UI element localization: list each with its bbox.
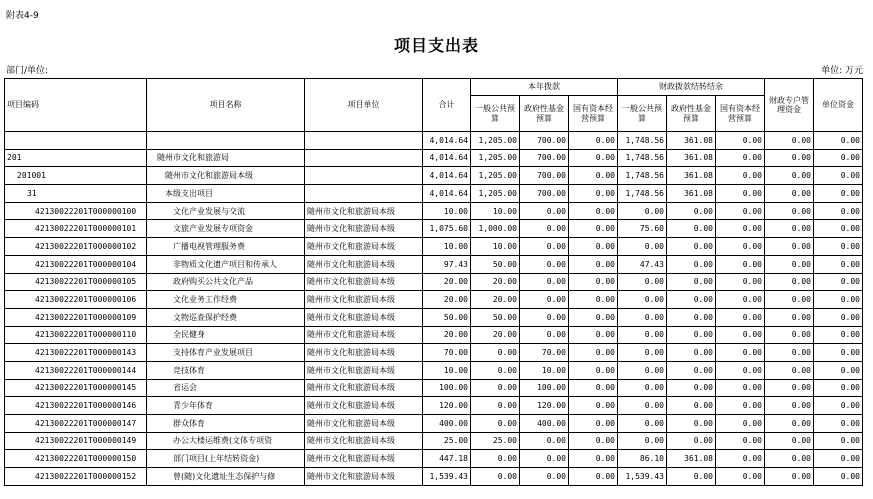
table-row (5, 149, 863, 167)
cell-name: 竞技体育 (147, 361, 305, 379)
cell-unit: 随州市文化和旅游局本级 (305, 468, 423, 486)
cell-unit: 随州市文化和旅游局本级 (305, 255, 423, 273)
cell-g2: 0.00 (618, 432, 667, 450)
cell-g1: 1,205.00 (471, 185, 520, 203)
cell-code: 42130022201T000000101 (5, 220, 147, 238)
cell-total: 20.00 (423, 291, 471, 309)
cell-total: 50.00 (423, 308, 471, 326)
cell-f1: 70.00 (520, 344, 569, 362)
cell-name: 文旅产业发展专项资金 (147, 220, 305, 238)
cell-s1: 0.00 (569, 167, 618, 185)
cell-f2: 0.00 (667, 397, 716, 415)
cell-s2: 0.00 (716, 361, 765, 379)
cell-s2: 0.00 (716, 273, 765, 291)
cell-unit: 随州市文化和旅游局本级 (305, 450, 423, 468)
cell-sp: 0.00 (765, 326, 814, 344)
cell-unit: 随州市文化和旅游局本级 (305, 308, 423, 326)
cell-code: 201001 (5, 167, 147, 185)
cell-s1: 0.00 (569, 149, 618, 167)
cell-g2: 0.00 (618, 397, 667, 415)
table-row (5, 415, 863, 433)
cell-own: 0.00 (814, 132, 863, 150)
cell-own: 0.00 (814, 255, 863, 273)
cell-s1: 0.00 (569, 255, 618, 273)
cell-sp: 0.00 (765, 238, 814, 256)
cell-sp: 0.00 (765, 468, 814, 486)
cell-name: 全民健身 (147, 326, 305, 344)
cell-s2: 0.00 (716, 379, 765, 397)
cell-own: 0.00 (814, 220, 863, 238)
cell-f2: 0.00 (667, 432, 716, 450)
cell-unit: 随州市文化和旅游局本级 (305, 238, 423, 256)
cell-own: 0.00 (814, 291, 863, 309)
cell-f2: 0.00 (667, 344, 716, 362)
cell-s1: 0.00 (569, 238, 618, 256)
cell-g1: 20.00 (471, 291, 520, 309)
cell-f1: 0.00 (520, 238, 569, 256)
cell-unit (305, 167, 423, 185)
cell-s1: 0.00 (569, 326, 618, 344)
cell-f1: 100.00 (520, 379, 569, 397)
cell-f2: 0.00 (667, 326, 716, 344)
table-body (5, 132, 863, 486)
cell-g2: 0.00 (618, 379, 667, 397)
cell-f1: 400.00 (520, 415, 569, 433)
header-group-current: 本年拨款 (471, 79, 618, 96)
cell-unit (305, 149, 423, 167)
page-title: 项目支出表 (393, 36, 479, 55)
cell-g1: 50.00 (471, 255, 520, 273)
header-state-current: 国有资本经营预算 (569, 96, 618, 132)
cell-unit: 随州市文化和旅游局本级 (305, 397, 423, 415)
table-row (5, 167, 863, 185)
cell-s2: 0.00 (716, 255, 765, 273)
cell-g2: 0.00 (618, 415, 667, 433)
cell-own: 0.00 (814, 450, 863, 468)
cell-code: 42130022201T000000146 (5, 397, 147, 415)
cell-g2: 0.00 (618, 238, 667, 256)
cell-name: 广播电视管理服务费 (147, 238, 305, 256)
table-row (5, 361, 863, 379)
cell-f2: 0.00 (667, 273, 716, 291)
cell-s2: 0.00 (716, 432, 765, 450)
header-name: 项目名称 (147, 79, 305, 132)
cell-f1: 0.00 (520, 326, 569, 344)
cell-s1: 0.00 (569, 202, 618, 220)
cell-name: 文物巡查保护经费 (147, 308, 305, 326)
cell-total: 1,539.43 (423, 468, 471, 486)
cell-f1: 0.00 (520, 432, 569, 450)
cell-f1: 0.00 (520, 308, 569, 326)
cell-g2: 0.00 (618, 361, 667, 379)
cell-code: 42130022201T000000109 (5, 308, 147, 326)
cell-code: 31 (5, 185, 147, 203)
cell-code: 42130022201T000000143 (5, 344, 147, 362)
cell-s2: 0.00 (716, 185, 765, 203)
cell-unit: 随州市文化和旅游局本级 (305, 202, 423, 220)
header-code: 项目编码 (5, 79, 147, 132)
cell-total: 4,014.64 (423, 167, 471, 185)
cell-name (147, 132, 305, 150)
cell-s1: 0.00 (569, 379, 618, 397)
cell-g1: 10.00 (471, 202, 520, 220)
cell-name: 省运会 (147, 379, 305, 397)
cell-sp: 0.00 (765, 273, 814, 291)
cell-code: 42130022201T000000147 (5, 415, 147, 433)
cell-sp: 0.00 (765, 149, 814, 167)
cell-f2: 361.08 (667, 149, 716, 167)
cell-s2: 0.00 (716, 291, 765, 309)
cell-name: 支持体育产业发展项目 (147, 344, 305, 362)
cell-code: 42130022201T000000105 (5, 273, 147, 291)
cell-name: 随州市文化和旅游局 (147, 149, 305, 167)
cell-s1: 0.00 (569, 397, 618, 415)
cell-total: 70.00 (423, 344, 471, 362)
cell-s1: 0.00 (569, 468, 618, 486)
cell-f1: 0.00 (520, 255, 569, 273)
cell-total: 4,014.64 (423, 185, 471, 203)
cell-total: 10.00 (423, 238, 471, 256)
cell-f1: 0.00 (520, 202, 569, 220)
cell-total: 447.18 (423, 450, 471, 468)
cell-unit: 随州市文化和旅游局本级 (305, 432, 423, 450)
cell-s2: 0.00 (716, 308, 765, 326)
cell-own: 0.00 (814, 415, 863, 433)
cell-own: 0.00 (814, 308, 863, 326)
cell-own: 0.00 (814, 361, 863, 379)
cell-name: 曾(随)文化遗址生态保护与修 (147, 468, 305, 486)
cell-f1: 700.00 (520, 132, 569, 150)
cell-s2: 0.00 (716, 149, 765, 167)
cell-sp: 0.00 (765, 132, 814, 150)
cell-sp: 0.00 (765, 432, 814, 450)
cell-g2: 47.43 (618, 255, 667, 273)
table-row (5, 291, 863, 309)
table-row (5, 238, 863, 256)
cell-name: 办公大楼运维费(文体专项资 (147, 432, 305, 450)
table-row (5, 326, 863, 344)
cell-g1: 0.00 (471, 379, 520, 397)
cell-sp: 0.00 (765, 202, 814, 220)
cell-f2: 0.00 (667, 361, 716, 379)
cell-g1: 0.00 (471, 450, 520, 468)
cell-sp: 0.00 (765, 344, 814, 362)
cell-own: 0.00 (814, 149, 863, 167)
cell-code: 42130022201T000000144 (5, 361, 147, 379)
cell-total: 4,014.64 (423, 132, 471, 150)
cell-g1: 0.00 (471, 361, 520, 379)
header-own: 单位资金 (814, 79, 863, 132)
header-state-carryover: 国有资本经营预算 (716, 96, 765, 132)
cell-own: 0.00 (814, 468, 863, 486)
cell-s1: 0.00 (569, 450, 618, 468)
cell-name: 青少年体育 (147, 397, 305, 415)
cell-own: 0.00 (814, 379, 863, 397)
cell-sp: 0.00 (765, 415, 814, 433)
cell-f1: 10.00 (520, 361, 569, 379)
table-row (5, 379, 863, 397)
cell-s2: 0.00 (716, 167, 765, 185)
cell-s1: 0.00 (569, 432, 618, 450)
cell-g2: 0.00 (618, 291, 667, 309)
cell-s1: 0.00 (569, 291, 618, 309)
cell-sp: 0.00 (765, 220, 814, 238)
table-row (5, 255, 863, 273)
header-fund-carryover: 政府性基金预算 (667, 96, 716, 132)
cell-f2: 361.08 (667, 185, 716, 203)
cell-s2: 0.00 (716, 450, 765, 468)
cell-total: 100.00 (423, 379, 471, 397)
table-row (5, 132, 863, 150)
cell-sp: 0.00 (765, 450, 814, 468)
cell-s2: 0.00 (716, 468, 765, 486)
cell-total: 400.00 (423, 415, 471, 433)
header-total: 合计 (423, 79, 471, 132)
cell-g2: 0.00 (618, 308, 667, 326)
cell-g2: 86.10 (618, 450, 667, 468)
cell-own: 0.00 (814, 344, 863, 362)
cell-code: 42130022201T000000145 (5, 379, 147, 397)
cell-own: 0.00 (814, 273, 863, 291)
table-row (5, 308, 863, 326)
unit-label: 单位: 万元 (821, 66, 863, 76)
cell-sp: 0.00 (765, 397, 814, 415)
header-unit: 项目单位 (305, 79, 423, 132)
cell-g2: 0.00 (618, 273, 667, 291)
cell-f2: 0.00 (667, 415, 716, 433)
cell-s1: 0.00 (569, 415, 618, 433)
cell-s2: 0.00 (716, 415, 765, 433)
cell-s1: 0.00 (569, 185, 618, 203)
cell-code: 42130022201T000000110 (5, 326, 147, 344)
cell-s1: 0.00 (569, 361, 618, 379)
project-expenditure-table (4, 78, 863, 486)
cell-g1: 0.00 (471, 344, 520, 362)
cell-unit: 随州市文化和旅游局本级 (305, 326, 423, 344)
cell-f2: 0.00 (667, 308, 716, 326)
cell-sp: 0.00 (765, 361, 814, 379)
table-row (5, 344, 863, 362)
header-fund-current: 政府性基金预算 (520, 96, 569, 132)
cell-f2: 0.00 (667, 255, 716, 273)
cell-total: 20.00 (423, 273, 471, 291)
cell-s1: 0.00 (569, 132, 618, 150)
cell-f2: 0.00 (667, 379, 716, 397)
cell-name: 文化产业发展与交流 (147, 202, 305, 220)
cell-unit (305, 185, 423, 203)
cell-s1: 0.00 (569, 273, 618, 291)
cell-g1: 50.00 (471, 308, 520, 326)
cell-code: 42130022201T000000106 (5, 291, 147, 309)
cell-code: 42130022201T000000100 (5, 202, 147, 220)
cell-total: 10.00 (423, 361, 471, 379)
cell-sp: 0.00 (765, 308, 814, 326)
cell-sp: 0.00 (765, 167, 814, 185)
cell-g1: 10.00 (471, 238, 520, 256)
cell-code: 42130022201T000000104 (5, 255, 147, 273)
cell-name: 政府购买公共文化产品 (147, 273, 305, 291)
cell-g1: 1,205.00 (471, 149, 520, 167)
cell-sp: 0.00 (765, 379, 814, 397)
cell-g2: 1,748.56 (618, 185, 667, 203)
cell-s1: 0.00 (569, 308, 618, 326)
cell-f1: 0.00 (520, 291, 569, 309)
cell-total: 1,075.60 (423, 220, 471, 238)
cell-own: 0.00 (814, 167, 863, 185)
cell-s2: 0.00 (716, 132, 765, 150)
cell-code: 42130022201T000000102 (5, 238, 147, 256)
cell-f2: 0.00 (667, 468, 716, 486)
cell-g2: 1,748.56 (618, 132, 667, 150)
cell-g1: 25.00 (471, 432, 520, 450)
cell-f2: 0.00 (667, 238, 716, 256)
cell-f1: 700.00 (520, 167, 569, 185)
cell-unit: 随州市文化和旅游局本级 (305, 361, 423, 379)
cell-g2: 1,748.56 (618, 167, 667, 185)
cell-code: 42130022201T000000150 (5, 450, 147, 468)
cell-total: 10.00 (423, 202, 471, 220)
cell-code (5, 132, 147, 150)
cell-code: 201 (5, 149, 147, 167)
cell-g2: 0.00 (618, 326, 667, 344)
cell-g1: 1,000.00 (471, 220, 520, 238)
table-row (5, 220, 863, 238)
cell-g2: 75.60 (618, 220, 667, 238)
cell-f1: 700.00 (520, 185, 569, 203)
cell-s2: 0.00 (716, 202, 765, 220)
cell-code: 42130022201T000000149 (5, 432, 147, 450)
cell-own: 0.00 (814, 238, 863, 256)
cell-name: 文化业务工作经费 (147, 291, 305, 309)
header-group-carryover: 财政拨款结转结余 (618, 79, 765, 96)
cell-g1: 0.00 (471, 468, 520, 486)
cell-own: 0.00 (814, 185, 863, 203)
cell-own: 0.00 (814, 326, 863, 344)
cell-name: 随州市文化和旅游局本级 (147, 167, 305, 185)
cell-name: 本级支出项目 (147, 185, 305, 203)
cell-g1: 0.00 (471, 415, 520, 433)
cell-name: 部门项目(上年结转资金) (147, 450, 305, 468)
cell-g1: 20.00 (471, 326, 520, 344)
cell-f1: 0.00 (520, 450, 569, 468)
cell-unit: 随州市文化和旅游局本级 (305, 273, 423, 291)
cell-sp: 0.00 (765, 185, 814, 203)
cell-unit (305, 132, 423, 150)
cell-f1: 120.00 (520, 397, 569, 415)
cell-total: 4,014.64 (423, 149, 471, 167)
cell-s1: 0.00 (569, 344, 618, 362)
cell-f2: 361.08 (667, 167, 716, 185)
table-row (5, 432, 863, 450)
cell-total: 25.00 (423, 432, 471, 450)
cell-g1: 20.00 (471, 273, 520, 291)
cell-own: 0.00 (814, 432, 863, 450)
cell-unit: 随州市文化和旅游局本级 (305, 415, 423, 433)
department-label: 部门/单位: (6, 66, 49, 76)
cell-total: 120.00 (423, 397, 471, 415)
cell-f2: 0.00 (667, 291, 716, 309)
table-row (5, 450, 863, 468)
cell-unit: 随州市文化和旅游局本级 (305, 291, 423, 309)
cell-name: 非物质文化遗产项目和传承人 (147, 255, 305, 273)
cell-g1: 0.00 (471, 397, 520, 415)
cell-g1: 1,205.00 (471, 132, 520, 150)
cell-f2: 0.00 (667, 220, 716, 238)
cell-sp: 0.00 (765, 291, 814, 309)
cell-own: 0.00 (814, 397, 863, 415)
cell-g2: 1,539.43 (618, 468, 667, 486)
cell-g2: 0.00 (618, 202, 667, 220)
cell-s2: 0.00 (716, 238, 765, 256)
cell-sp: 0.00 (765, 255, 814, 273)
cell-unit: 随州市文化和旅游局本级 (305, 344, 423, 362)
cell-f2: 0.00 (667, 202, 716, 220)
cell-unit: 随州市文化和旅游局本级 (305, 379, 423, 397)
cell-f1: 0.00 (520, 468, 569, 486)
cell-total: 20.00 (423, 326, 471, 344)
cell-unit: 随州市文化和旅游局本级 (305, 220, 423, 238)
cell-g2: 0.00 (618, 344, 667, 362)
cell-f2: 361.08 (667, 132, 716, 150)
cell-own: 0.00 (814, 202, 863, 220)
cell-name: 群众体育 (147, 415, 305, 433)
cell-s2: 0.00 (716, 326, 765, 344)
header-general-carryover: 一般公共预算 (618, 96, 667, 132)
table-row (5, 202, 863, 220)
table-row (5, 397, 863, 415)
table-row (5, 185, 863, 203)
cell-s2: 0.00 (716, 220, 765, 238)
header-general-current: 一般公共预算 (471, 96, 520, 132)
table-row (5, 468, 863, 486)
cell-g2: 1,748.56 (618, 149, 667, 167)
cell-f2: 361.08 (667, 450, 716, 468)
cell-code: 42130022201T000000152 (5, 468, 147, 486)
header-special: 财政专户管理资金 (765, 79, 814, 132)
cell-s2: 0.00 (716, 397, 765, 415)
cell-s2: 0.00 (716, 344, 765, 362)
cell-total: 97.43 (423, 255, 471, 273)
cell-g1: 1,205.00 (471, 167, 520, 185)
cell-s1: 0.00 (569, 220, 618, 238)
attachment-label: 附表4-9 (6, 11, 39, 21)
table-row (5, 273, 863, 291)
cell-f1: 0.00 (520, 220, 569, 238)
cell-f1: 0.00 (520, 273, 569, 291)
cell-f1: 700.00 (520, 149, 569, 167)
